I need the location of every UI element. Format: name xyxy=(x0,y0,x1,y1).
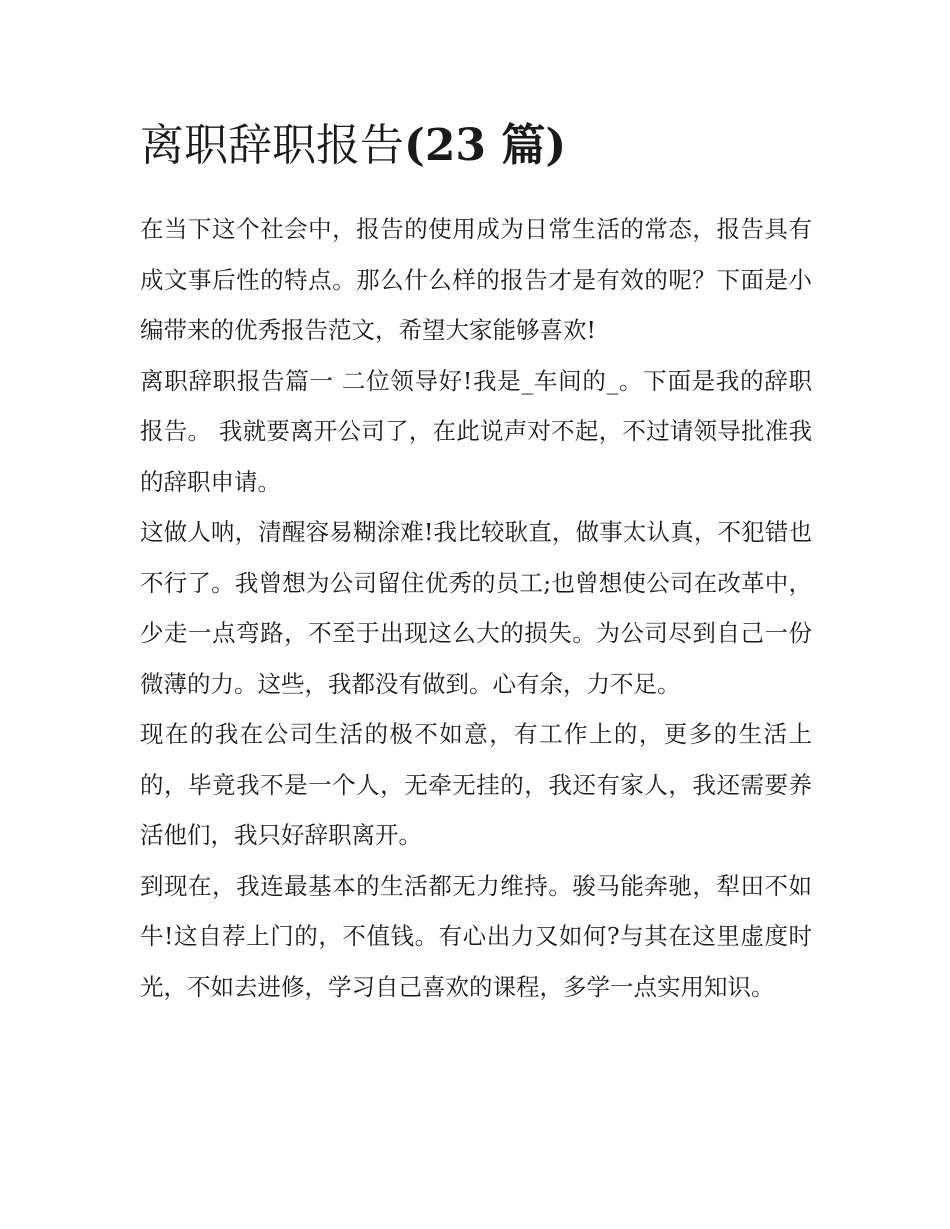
document-title xyxy=(140,112,812,180)
paragraph-reflection: 这做人呐，清醒容易糊涂难!我比较耿直，做事太认真，不犯错也不行了。我曾想为公司留住优秀的员工;也曾想使公司在改革中，少走一点弯路，不至于出现这么大的损失。为公司尽到自己一份微薄的力。这些，我都没有做到。心有余，力不足。 xyxy=(140,518,812,698)
title-main-text: 离职辞职报告 xyxy=(140,120,404,171)
paragraph-situation: 现在的我在公司生活的极不如意，有工作上的，更多的生活上的，毕竟我不是一个人，无牵无挂的，我还有家人，我还需要养活他们，我只好辞职离开。 xyxy=(140,720,812,849)
document-page xyxy=(140,112,812,1012)
paragraph-conclusion: 到现在，我连最基本的生活都无力维持。骏马能奔驰，犁田不如牛!这自荐上门的，不值钱。有心出力又如何?与其在这里虚度时光，不如去进修，学习自己喜欢的课程，多学一点实用知识。 xyxy=(140,871,812,1001)
title-count-text: (23 篇) xyxy=(404,120,567,171)
paragraph-greeting: 离职辞职报告篇一 二位领导好!我是_车间的_。下面是我的辞职报告。 我就要离开公司了，在此说声对不起，不过请领导批准我的辞职申请。 xyxy=(140,366,812,496)
paragraph-intro: 在当下这个社会中，报告的使用成为日常生活的常态，报告具有成文事后性的特点。那么什么样的报告才是有效的呢？下面是小编带来的优秀报告范文，希望大家能够喜欢! xyxy=(140,215,812,344)
